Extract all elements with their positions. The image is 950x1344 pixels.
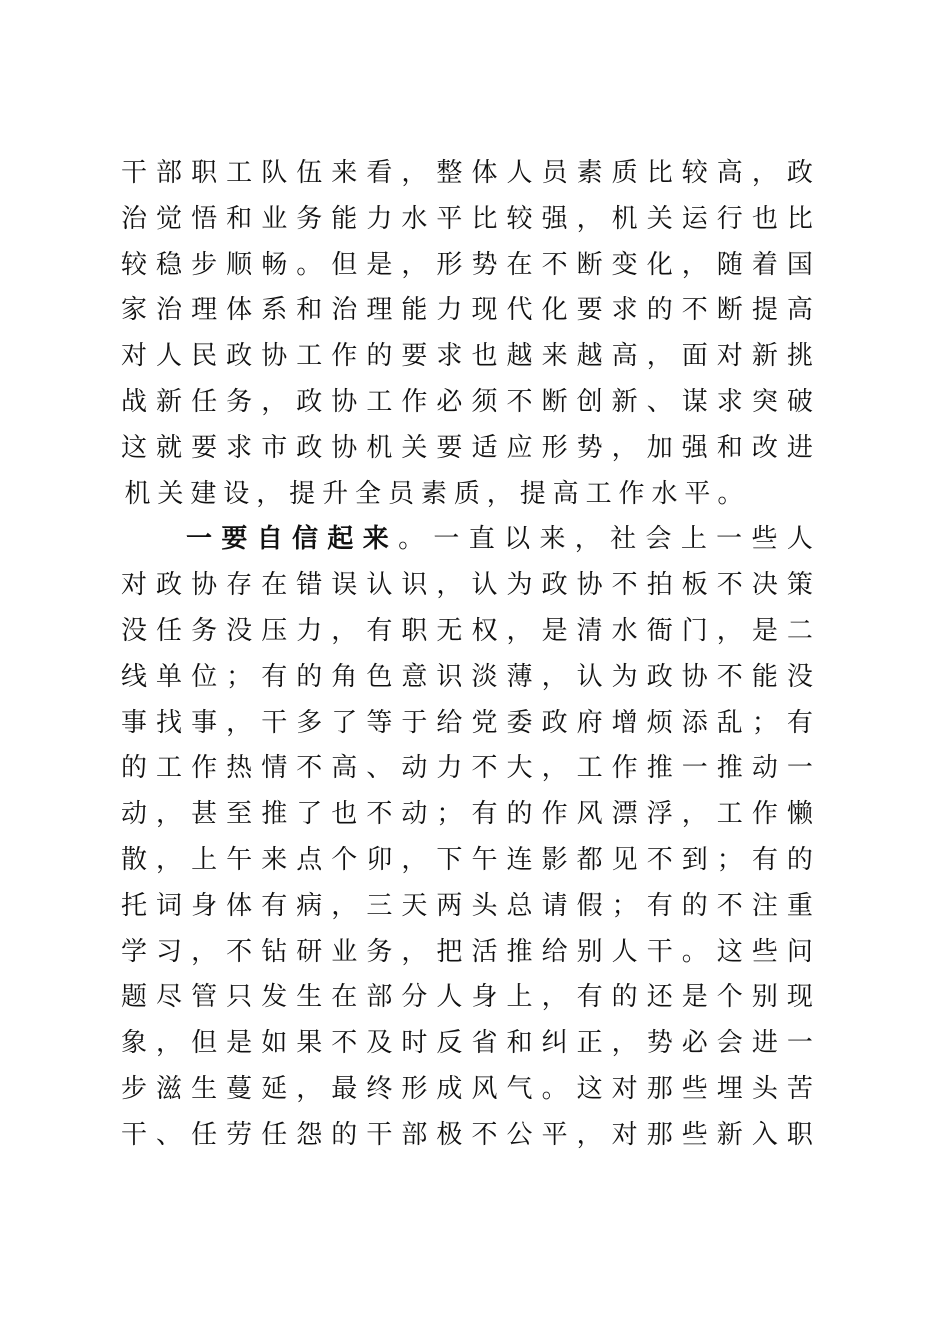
text-line: 线 单 位 ； 有 的 角 色 意 识 淡 薄 ， 认 为 政 协 不 能 没 bbox=[121, 661, 813, 692]
text-line: 家 治 理 体 系 和 治 理 能 力 现 代 化 要 求 的 不 断 提 高 bbox=[121, 295, 813, 326]
text-line: 干 、 任 劳 任 怨 的 干 部 极 不 公 平 ， 对 那 些 新 入 职 bbox=[121, 1119, 813, 1150]
text-line: 对 人 民 政 协 工 作 的 要 求 也 越 来 越 高 ， 面 对 新 挑 bbox=[121, 341, 813, 372]
text-line: 这 就 要 求 市 政 协 机 关 要 适 应 形 势 ， 加 强 和 改 进 bbox=[121, 432, 813, 463]
text-line: 事 找 事 ， 干 多 了 等 于 给 党 委 政 府 增 烦 添 乱 ； 有 bbox=[121, 707, 813, 738]
text-line: 对 政 协 存 在 错 误 认 识 ， 认 为 政 协 不 拍 板 不 决 策 bbox=[121, 570, 813, 601]
text-line: 散 ， 上 午 来 点 个 卯 ， 下 午 连 影 都 见 不 到 ； 有 的 bbox=[121, 845, 813, 875]
paragraph-heading-line: 一 要 自 信 起 来 。 一 直 以 来 ， 社 会 上 一 些 人 bbox=[186, 524, 813, 555]
text-line: 较 稳 步 顺 畅 。 但 是 ， 形 势 在 不 断 变 化 ， 随 着 国 bbox=[121, 249, 813, 280]
text-line: 学 习 ， 不 钻 研 业 务 ， 把 活 推 给 别 人 干 。 这 些 问 bbox=[121, 936, 813, 967]
text-line: 的 工 作 热 情 不 高 、 动 力 不 大 ， 工 作 推 一 推 动 一 bbox=[121, 753, 813, 784]
text-line: 战 新 任 务 ， 政 协 工 作 必 须 不 断 创 新 、 谋 求 突 破 bbox=[121, 387, 813, 417]
text-line: 象 ， 但 是 如 果 不 及 时 反 省 和 纠 正 ， 势 必 会 进 一 bbox=[121, 1028, 813, 1059]
text-line: 治 觉 悟 和 业 务 能 力 水 平 比 较 强 ， 机 关 运 行 也 比 bbox=[121, 203, 813, 234]
text-line: 步 滋 生 蔓 延 ， 最 终 形 成 风 气 。 这 对 那 些 埋 头 苦 bbox=[121, 1074, 813, 1104]
text-line: 机 关 建 设 ， 提 升 全 员 素 质 ， 提 高 工 作 水 平 。 bbox=[124, 478, 744, 509]
text-line: 题 尽 管 只 发 生 在 部 分 人 身 上 ， 有 的 还 是 个 别 现 bbox=[121, 982, 813, 1013]
text-line: 动 ， 甚 至 推 了 也 不 动 ； 有 的 作 风 漂 浮 ， 工 作 懒 bbox=[121, 799, 813, 830]
text-line: 托 词 身 体 有 病 ， 三 天 两 头 总 请 假 ； 有 的 不 注 重 bbox=[121, 890, 813, 921]
text-line: 没 任 务 没 压 力 ， 有 职 无 权 ， 是 清 水 衙 门 ， 是 二 bbox=[121, 616, 813, 646]
text-line: 干 部 职 工 队 伍 来 看 ， 整 体 人 员 素 质 比 较 高 ， 政 bbox=[121, 158, 813, 188]
